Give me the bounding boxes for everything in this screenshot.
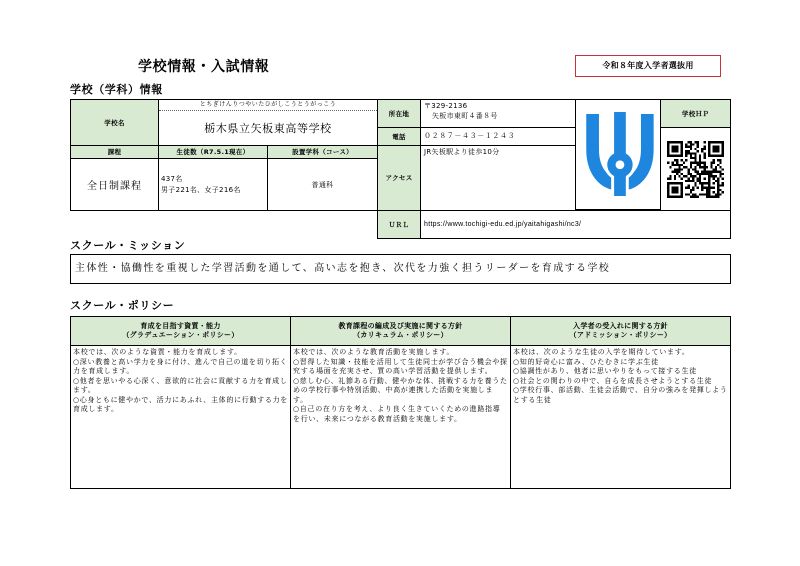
- qr-code: [667, 141, 724, 198]
- policy-line: ○知的好奇心に富み、ひたむきに学ぶ生徒: [513, 357, 659, 366]
- department-label: 設置学科（コース）: [267, 145, 378, 159]
- address-label: 所在地: [377, 99, 421, 128]
- school-name-label: 学校名: [70, 99, 159, 146]
- policy-line: ○習得した知識・技能を活用して生徒同士が学び合う機会や探究する場面を充実させ、質の高い学習活動を提供します。: [293, 357, 508, 375]
- policy-line: ○深い教養と高い学力を身に付け、進んで自己の道を切り拓く力を育成します。: [73, 357, 288, 375]
- mission-text: 主体性・協働性を重視した学習活動を通して、高い志を抱き、次代を力強く担うリーダーを育成する学校: [70, 254, 731, 284]
- policy-line: 本校では、次のような資質・能力を育成します。: [73, 348, 242, 356]
- qr-cell: [660, 127, 731, 211]
- students-total: 437名: [161, 174, 183, 183]
- graduation-policy-subtitle: （グラデュエーション・ポリシー）: [122, 331, 239, 339]
- students-cell: [158, 158, 268, 211]
- graduation-policy-body: [70, 345, 291, 489]
- graduation-policy-title: 育成を目指す資質・能力: [140, 322, 221, 330]
- school-name-cell: [158, 99, 378, 146]
- curriculum-policy-header: [290, 316, 511, 346]
- policy-line: ○自己の在り方を考え、より良く生きていくための進路指導を行い、未来につながる教育活動を実施します。: [293, 405, 501, 423]
- policy-line: ○協調性があり、他者に思いやりをもって接する生徒: [513, 367, 697, 375]
- access-text: JR矢板駅より徒歩10分: [420, 145, 576, 211]
- school-name-furigana: とちぎけんりつやいたひがしこうとうがっこう: [159, 100, 377, 111]
- school-info-heading: 学校（学科）情報: [70, 83, 163, 96]
- school-name: 栃木県立矢板東高等学校: [204, 122, 332, 135]
- admission-policy-header: [510, 316, 731, 346]
- policy-heading: スクール・ポリシー: [70, 299, 175, 312]
- students-breakdown: 男子221名、女子216名: [161, 185, 241, 194]
- students-label: 生徒数（R7.5.1現在）: [158, 145, 268, 159]
- policy-line: ○心身ともに健やかで、活力にあふれ、主体的に行動する力を育成します。: [73, 395, 288, 413]
- policy-line: ○慈しむ心、礼節ある行動、健やかな体、挑戦する力を養うための学校行事や特別活動、中高が連携した活動を実施します。: [293, 376, 508, 404]
- selection-year-badge: 令和８年度入学者選抜用: [575, 55, 721, 77]
- policy-line: ○社会との関わりの中で、自らを成長させようとする生徒: [513, 376, 713, 385]
- school-url-link[interactable]: https://www.tochigi-edu.ed.jp/yaitahigashi/nc3/: [420, 210, 731, 239]
- policy-line: ○他者を思いやる心深く、意欲的に社会に貢献する力を育成します。: [73, 376, 288, 394]
- course-value: 全日制課程: [70, 158, 159, 211]
- school-emblem-cell: [575, 99, 661, 210]
- access-label: アクセス: [377, 145, 421, 211]
- curriculum-policy-subtitle: （カリキュラム・ポリシー）: [353, 331, 448, 339]
- phone-number: ０２８７－４３－１２４３: [420, 127, 576, 146]
- curriculum-policy-body: [290, 345, 511, 489]
- mission-heading: スクール・ミッション: [70, 239, 186, 252]
- policy-line: 本校では、次のような教育活動を実施します。: [293, 348, 455, 356]
- department-value: 普通科: [267, 158, 378, 211]
- curriculum-policy-title: 教育課程の編成及び実施に関する方針: [338, 322, 463, 330]
- admission-policy-subtitle: （アドミッション・ポリシー）: [569, 331, 672, 339]
- policy-line: 本校は、次のような生徒の入学を期待しています。: [513, 348, 690, 356]
- address-text: 矢板市東町４番８号: [432, 112, 498, 120]
- address-cell: [420, 99, 576, 128]
- admission-policy-body: [510, 345, 731, 489]
- admission-policy-title: 入学者の受入れに関する方針: [573, 322, 668, 330]
- phone-label: 電話: [377, 127, 421, 146]
- school-hp-label: 学校ＨＰ: [660, 99, 731, 128]
- url-label: ＵＲＬ: [377, 210, 421, 239]
- course-label: 課程: [70, 145, 159, 159]
- postal-code: 〒329-2136: [424, 102, 468, 110]
- policy-line: ○学校行事、部活動、生徒会活動で、自分の強みを発揮しようとする生徒: [513, 386, 728, 404]
- graduation-policy-header: [70, 316, 291, 346]
- page-title: 学校情報・入試情報: [138, 59, 270, 75]
- school-emblem-logo: [576, 100, 660, 209]
